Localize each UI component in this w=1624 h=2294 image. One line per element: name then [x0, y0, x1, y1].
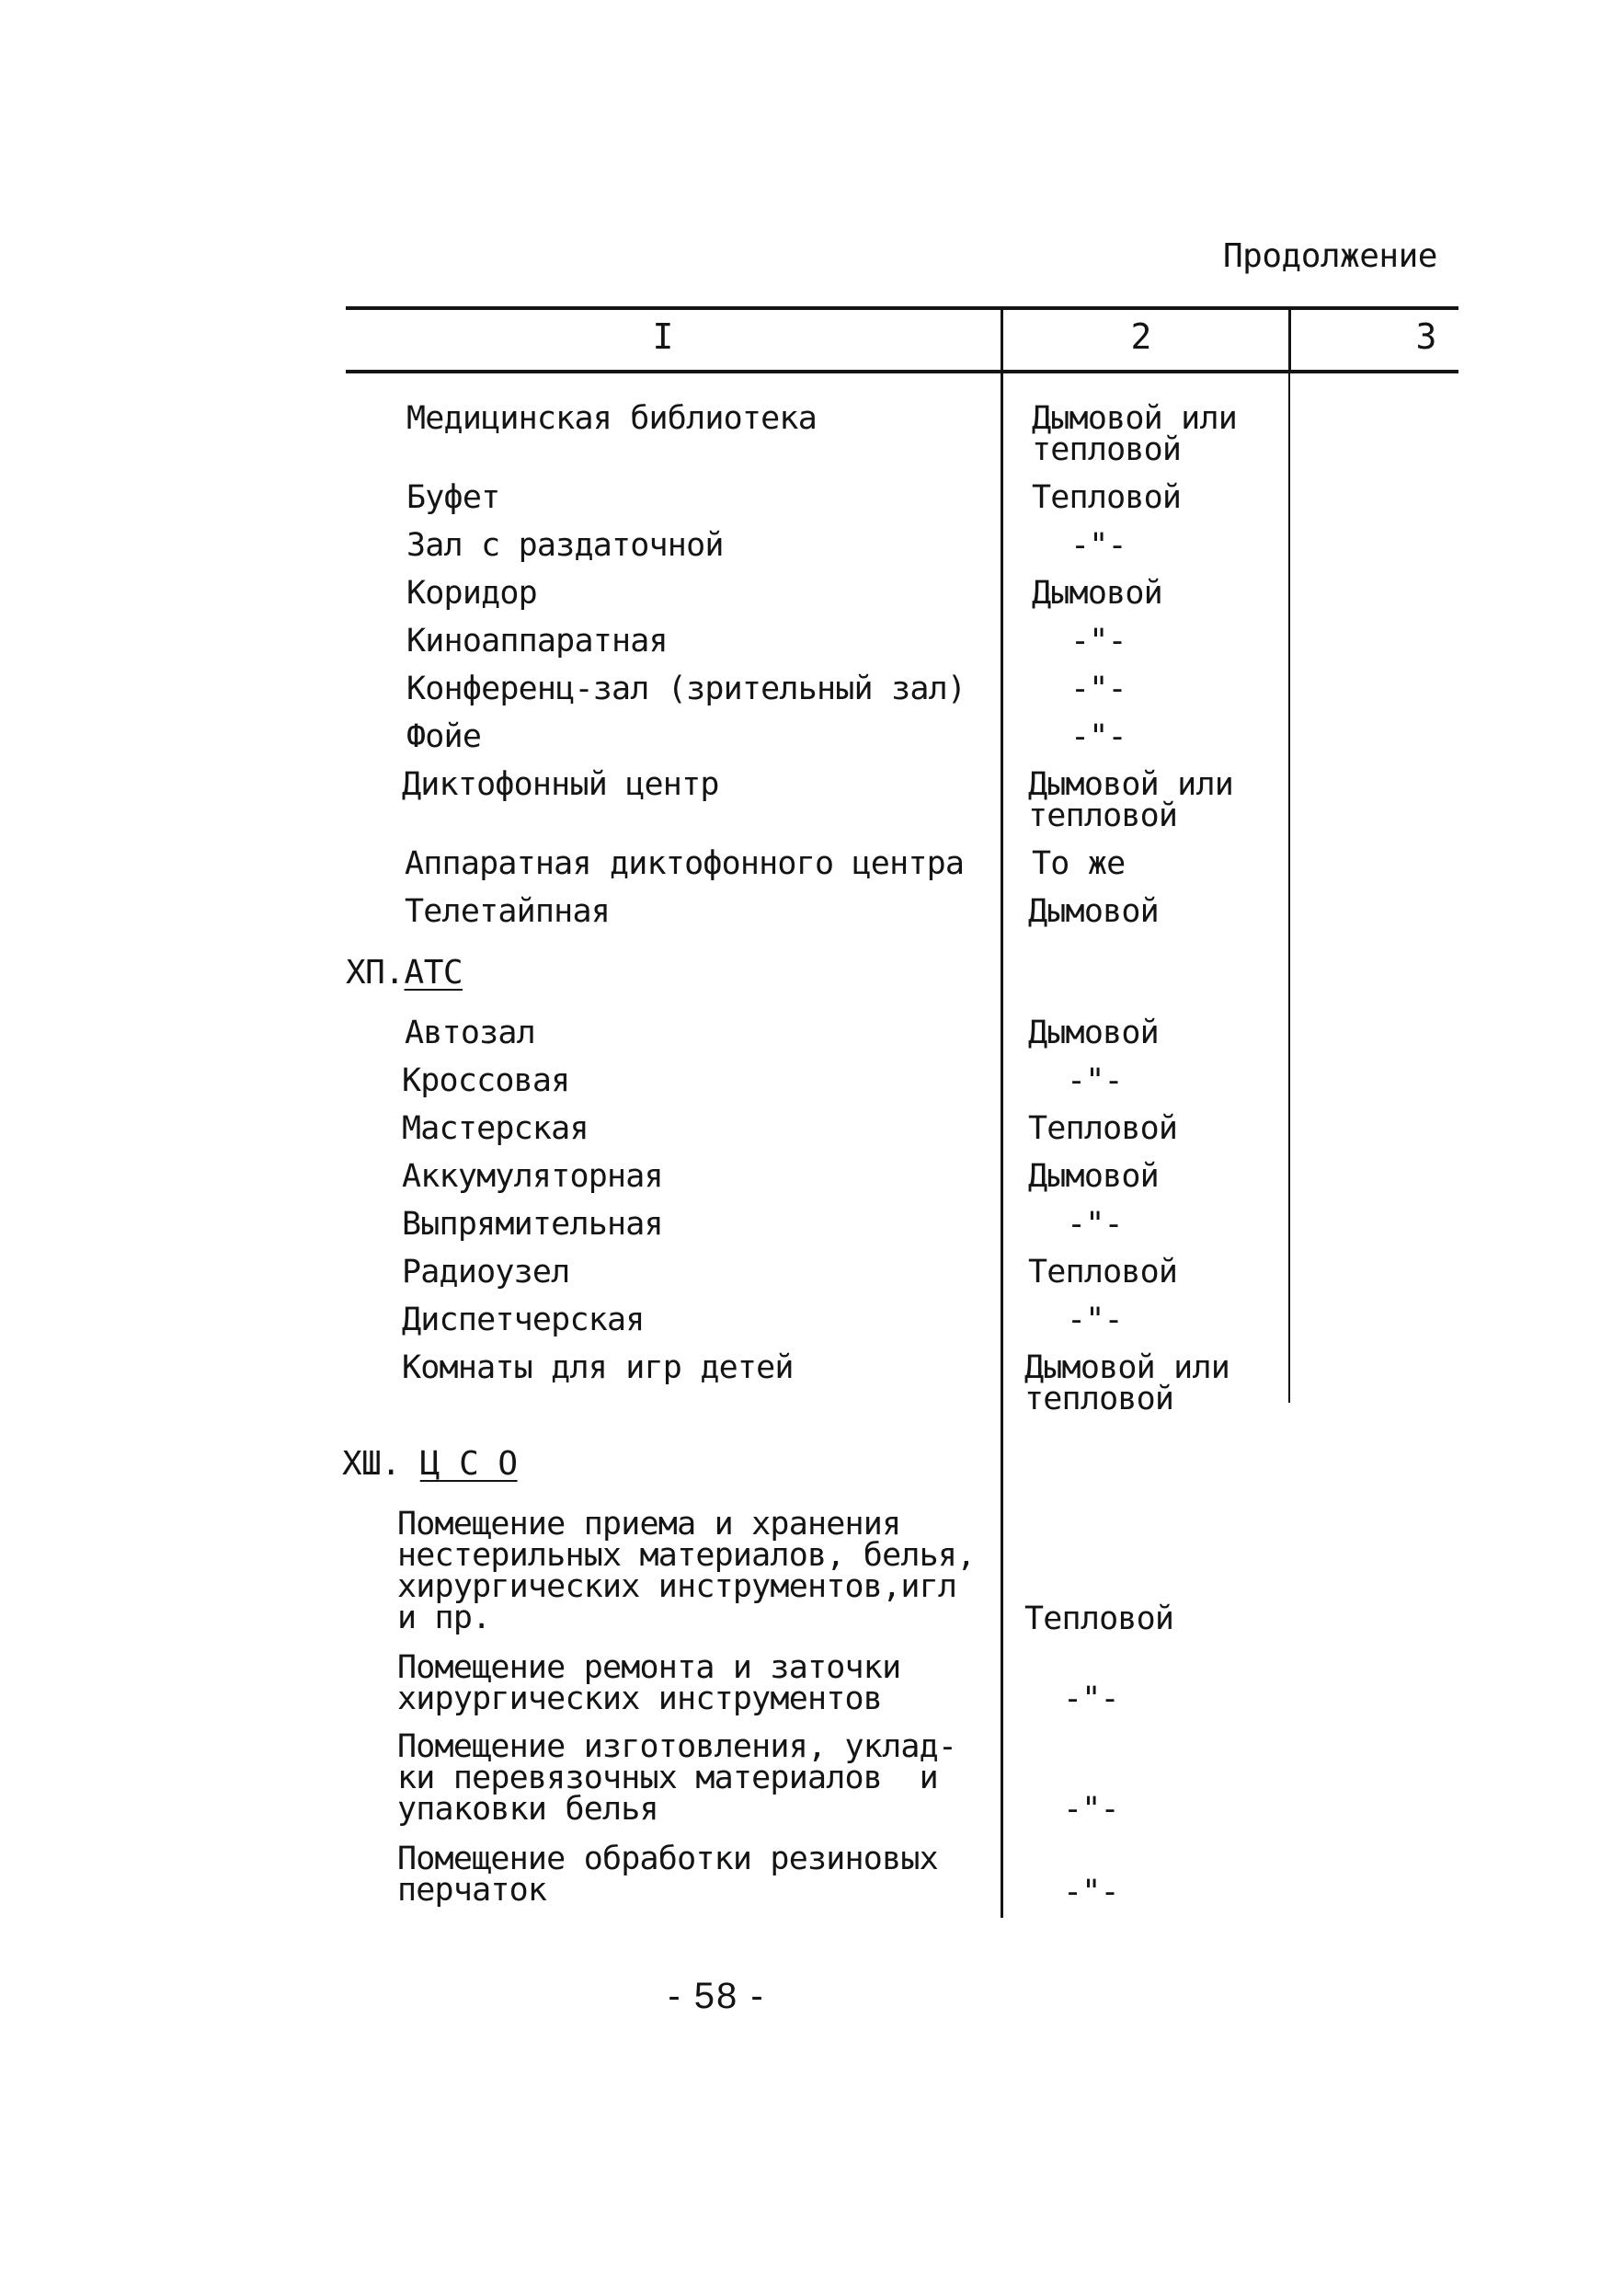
room-cell: Фойе [406, 718, 482, 755]
room-cell: Помещение приема и хранения нестерильных материалов, белья, хирургических инструментов,игл и пр. [397, 1506, 976, 1636]
continuation-label: Продолжение [1223, 237, 1437, 275]
detector-cell: Тепловой [1024, 1600, 1174, 1637]
page-number [0, 1976, 1624, 2017]
detector-cell: Дымовой или тепловой [1028, 766, 1233, 834]
detector-cell: Дымовой [1028, 1015, 1159, 1051]
room-cell: Диспетчерская [402, 1302, 645, 1338]
detector-cell: -"- [1070, 671, 1127, 707]
detector-cell: -"- [1063, 1874, 1119, 1910]
detector-cell: Дымовой [1032, 575, 1162, 612]
detector-cell: Тепловой [1032, 479, 1182, 516]
room-cell: Буфет [406, 479, 500, 516]
room-cell: Коридор [406, 575, 537, 612]
page-number-text: - 58 - [668, 1976, 765, 2016]
section-title: АТС [404, 954, 463, 992]
room-cell: Аппаратная диктофонного центра [405, 845, 965, 882]
detector-cell: -"- [1067, 1302, 1123, 1338]
detector-cell: Тепловой [1028, 1110, 1178, 1147]
section-number: ХП. [346, 954, 405, 992]
detector-cell: -"- [1067, 1206, 1123, 1243]
detector-cell: -"- [1063, 1791, 1119, 1828]
room-cell: Радиоузел [402, 1254, 570, 1290]
room-cell: Помещение обработки резиновых перчаток [397, 1841, 938, 1909]
detector-cell: -"- [1070, 623, 1127, 660]
column-header-1: I [652, 316, 674, 357]
table-top-rule [346, 306, 1458, 310]
room-cell: Аккумуляторная [402, 1158, 663, 1195]
column-header-2: 2 [1130, 316, 1152, 357]
detector-cell: Дымовой [1028, 1158, 1159, 1195]
detector-cell: -"- [1070, 527, 1127, 564]
room-cell: Мастерская [402, 1110, 589, 1147]
room-cell: Выпрямительная [402, 1206, 663, 1243]
room-cell: Помещение изготовления, уклад- ки перевязочных материалов и упаковки белья [397, 1728, 957, 1828]
room-cell: Медицинская библиотека [406, 400, 817, 437]
room-cell: Конференц-зал (зрительный зал) [406, 671, 966, 707]
room-cell: Зал с раздаточной [406, 527, 724, 564]
detector-cell: -"- [1070, 718, 1127, 755]
section-heading-atc [346, 954, 463, 992]
room-cell: Телетайпная [405, 893, 610, 930]
room-cell: Диктофонный центр [402, 766, 719, 803]
section-number: ХШ. [342, 1445, 401, 1483]
detector-cell: Дымовой [1028, 893, 1159, 930]
room-cell: Киноаппаратная [406, 623, 668, 660]
detector-cell: Дымовой или тепловой [1032, 400, 1237, 468]
detector-cell: -"- [1067, 1062, 1123, 1099]
room-cell: Комнаты для игр детей [402, 1349, 794, 1386]
column-divider-2 [1288, 306, 1291, 373]
detector-cell: -"- [1063, 1680, 1119, 1717]
detector-cell: Дымовой или тепловой [1024, 1349, 1229, 1417]
section-heading-cso [342, 1445, 518, 1483]
detector-cell: Тепловой [1028, 1254, 1178, 1290]
room-cell: Автозал [405, 1015, 535, 1051]
section-title: Ц С О [419, 1445, 518, 1483]
column-header-3: 3 [1415, 316, 1437, 357]
detector-cell: То же [1032, 845, 1126, 882]
room-cell: Помещение ремонта и заточки хирургических инструментов [397, 1649, 901, 1717]
table-header-rule [346, 370, 1458, 373]
column-divider-1 [1001, 306, 1003, 1918]
room-cell: Кроссовая [402, 1062, 570, 1099]
column-divider-2-lower [1288, 373, 1290, 1403]
